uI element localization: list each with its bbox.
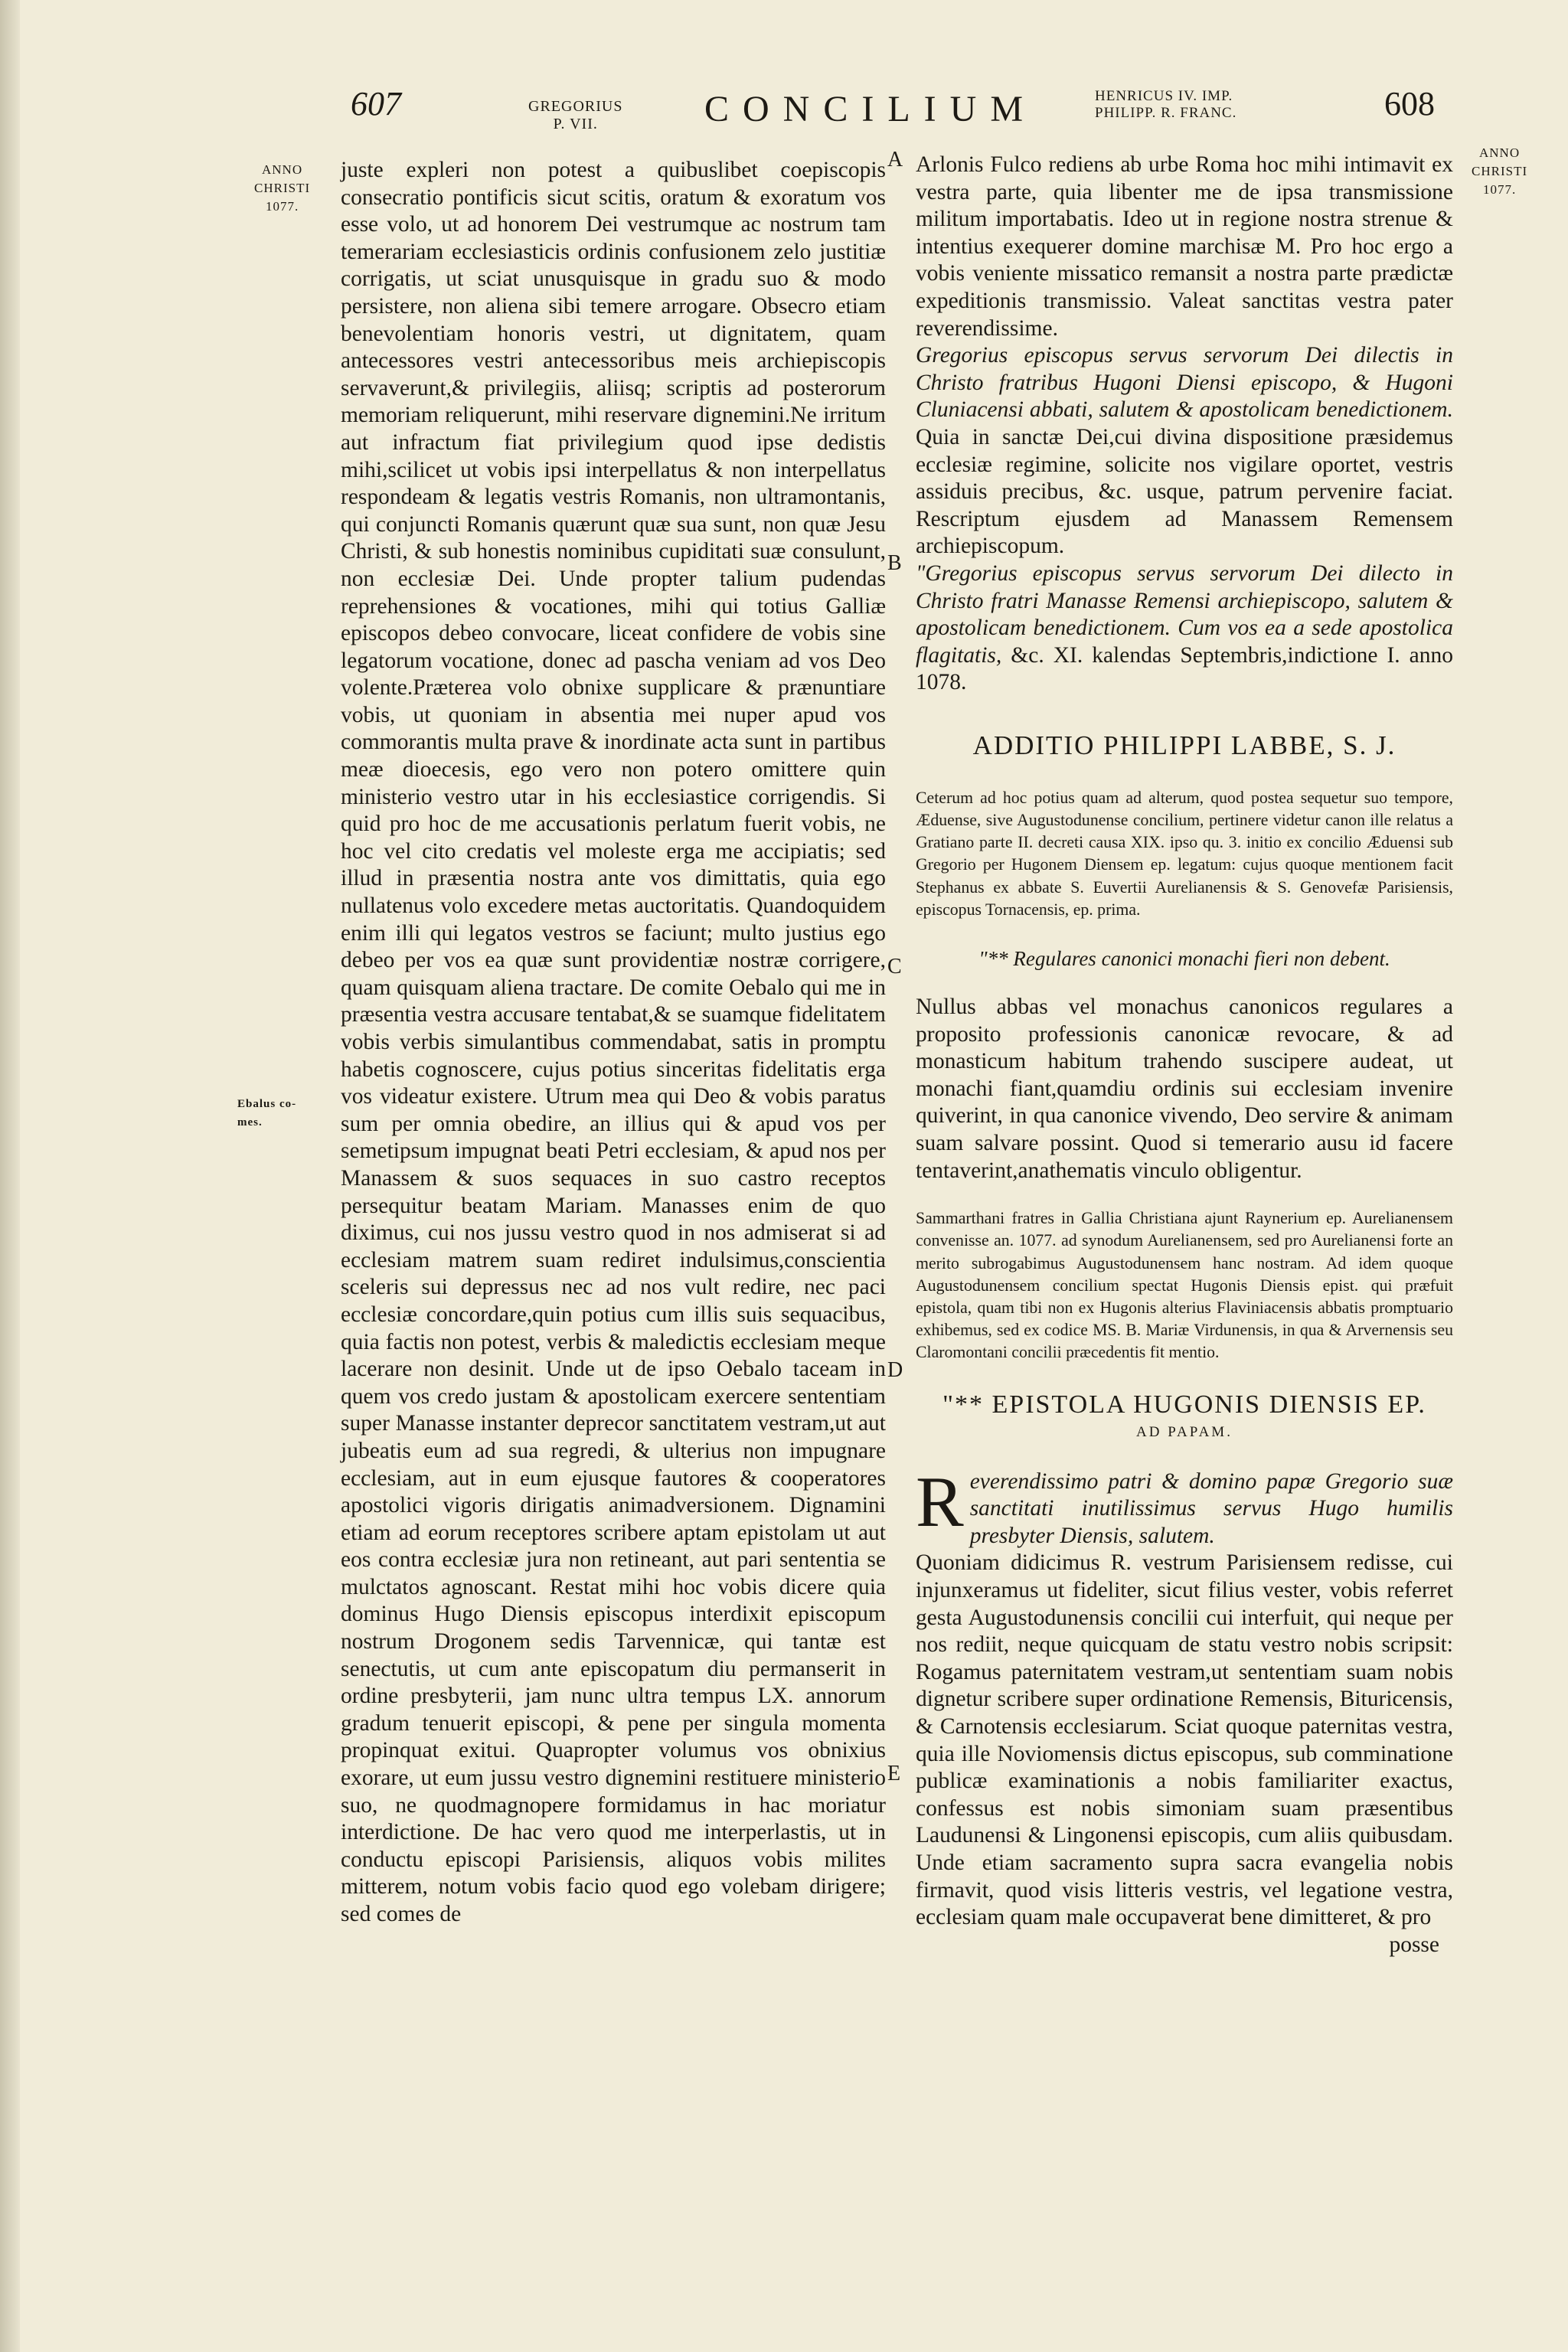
margin-christi: CHRISTI bbox=[254, 181, 311, 195]
running-head-left-line2: P. VII. bbox=[553, 116, 598, 132]
paragraph-gregorius-letter bbox=[916, 342, 1453, 560]
running-head-left bbox=[528, 98, 622, 133]
running-head-right-line2: PHILIPP. R. FRANC. bbox=[1095, 105, 1237, 121]
addition-text: Ceterum ad hoc potius quam ad alterum, quod postea sequetur suo tempore, Æduense, sive Augustodunense concilium, pertinere videtur canon ille relatus a Gratiano parte II. decreti causa XIX. ipso qu. 3. initio ex concilio Æduensi sub Gregorio per Hugonem Diensem ep. legatum: cujus quoque mentionem facit Stephanus ex abbate S. Euvertii Aurelianensis & S. Genovefæ Parisiensis, episcopus Tornacensis, ep. prima. bbox=[916, 788, 1453, 919]
page-edge bbox=[0, 0, 20, 2352]
epistola-subheading: AD PAPAM. bbox=[1136, 1423, 1233, 1440]
paragraph-arlonis: Arlonis Fulco rediens ab urbe Roma hoc mihi intimavit ex vestra parte, quia libenter me de ipsa transmissione militum importabatis. Ideo ut in regione nostra strenue & intentius exequerer domine marchisæ M. Pro hoc ergo a vobis veniente missatico remansit a nostra parte prædictæ expeditionis transmissio. Valeat sanctitas vestra pater reverendissime. bbox=[916, 152, 1453, 341]
epistola-body: Quoniam didicimus R. vestrum Parisiensem redisse, cui injunxeramus ut fideliter, sicut filius vester, vobis referret gesta Augustodunensis concilii cui interfuit, qui neque per nos rediit, neque quicquam de statu vestro nobis scripsit: Rogamus paternitatem vestram,ut sententiam suam nobis dignetur scribere super ordinatione Remensis, Bituricensis, & Carnotensis ecclesiarum. Sciat quoque paternitas vestra, quia ille Noviomensis dictus episcopus, sub comminatione publicæ examinationis a nobis familiariter exactus, confessus est nobis simoniam suam præsentibus Laudunensi & Lingonensi episcopis, cum aliis quibusdam. Unde etiam sacramento supra sacra evangelia nobis firmavit, quod visis litteris vestris, vel legatione vestra, ecclesiam quam male occupaverat bene dimitteret, & pro bbox=[916, 1550, 1453, 1930]
margin-note-line1: Ebalus co- bbox=[237, 1098, 297, 1110]
running-head-right bbox=[1095, 88, 1236, 122]
paragraph-rescriptum bbox=[916, 560, 1453, 697]
margin-year-left bbox=[254, 161, 310, 216]
epistola-heading: "** EPISTOLA HUGONIS DIENSIS EP. bbox=[942, 1390, 1426, 1419]
canon-text: Nullus abbas vel monachus canonicos regulares a proposito professionis canonicæ revocare, & ad monasticum habitum trahendo suscipere audeat, ut monachi fiant,quamdiu ordinis sui ecclesiam invenire quiverint, in qua canonice vivendo, Deo servire & animam suam salvare possint. Quod si temerario ausu id facere tentaverint,anathematis vinculo obligentur. bbox=[916, 995, 1453, 1183]
sammarthani-note: Sammarthani fratres in Gallia Christiana ajunt Raynerium ep. Aurelianensem convenisse an. 1077. ad synodum Aurelianensem, sed pro Aurelianensi forte an merito subrogabimus Augustodunensem hanc nostram. Ad idem quoque Augustodunensem concilium spectat Hugonis Diensis epist. qui præfuit epistola, quam tibi non ex Hugonis alterius Flaviniacensis abbatis promptuario exhibemus, sed ex codice MS. B. Mariæ Virdunensis, in qua & Arvernensis seu Claromontani concilii præcedentis fit mentio. bbox=[916, 1209, 1453, 1362]
running-head-right-line1: HENRICUS IV. IMP. bbox=[1095, 88, 1233, 104]
left-column-text: juste expleri non potest a quibuslibet coepiscopis consecratio pontificis sicut scitis, oratum & exoratum vos esse volo, ut ad honorem Dei vestrumque ac nostrum tam temerariam ecclesiasticis ordinis confusionem zelo justitiæ corrigatis, ut sciat unusquisque in gradu suo & modo persistere, non aliena sibi temere arrogare. Obsecro etiam benevolentiam honoris vestri, ut dignitatem, quam antecessores vestri antecessoribus meis archiepiscopis servaverunt,& privilegiis, aliisq; scriptis ad posterorum memoriam reliquerunt, mihi reservare dignemini.Ne irritum aut infractum fiat privilegium quod ipse dedistis mihi,scilicet ut vobis ipsi interpellatus & non interpellatus respondeam & legatis vestris Romanis, non ultramontanis, qui conjuncti Romanis quærunt quæ sua sunt, non quæ Jesu Christi, & sub honestis nominibus cupiditati suæ consulunt, non ecclesiæ Dei. Unde propter talium pudendas reprehensiones & vocationes, mihi qui totius Galliæ episcopos debeo convocare, liceat confidere de vobis sine legatorum vocatione, donec ad pascha veniam ad vos Deo volente.Præterea volo obnixe supplicare & prænuntiare vobis, ut quoniam in absentia mei nuper apud vos commorantis multa prave & inordinate acta sunt in partibus meæ dioecesis, ego vero non potero omittere quin ministerio vestro utar in his ecclesiastice corrigendis. Si quid pro hoc de me accusationis perlatum fuerit vobis, ne hoc vel cito credatis vel moleste erga me accipiatis; sed illud in præsentia nostra ante vos dimittatis, quia ego nullatenus volo excedere metas auctoritatis. Quandoquidem enim illi qui legatos vestros se faciunt; multo justius ego debeo per vos ea quæ sunt providentiæ nostræ corrigere, quam quisquam aliena tractare. De comite Oebalo qui me in præsentia vestra accusare tentabat,& se suamque fidelitatem vobis verbis simulantibus commendabat, satis in promptu habetis cognoscere, cujus potius sinceritas fidelitatis erga vos videatur existere. Utrum mea qui Deo & vobis paratus sum per omnia obedire, an illius qui & apud vos per semetipsum impugnat beati Petri ecclesiam, & apud nos per Manassem & suos sequaces in suo castro receptos persequitur beatam Mariam. Manasses enim de quo diximus, cui nos jussu vestro quod in nos admiserat si ad ecclesiam matrem suam rediret indulsimus,conscientia sceleris sui depressus nec ad nos vult redire, nec paci ecclesiæ concordare,quin potius cum illis suis sequacibus, quia factis non potest, verbis & maledictis ecclesiam meque lacerare non desinit. Unde ut de ipso Oebalo taceam in quem vos credo justam & apostolicam exercere sententiam super Manasse instanter deprecor sanctitatem vestram,ut aut jubeatis eum ad sua regredi, & ulterius non impugnare ecclesiam, aut in eum ejusque fautores & cooperatores apostolici vigoris dirigatis animadversionem. Dignamini etiam ad eorum receptores scribere aptam epistolam ut aut eos contra ecclesiæ jura non retineant, aut pari sententia se mulctatos agnoscant. Restat mihi hoc vobis dicere quia dominus Hugo Diensis episcopus interdixit episcopum nostrum Drogonem sedis Tarvennicæ, qui tantæ est senectutis, ut cum ante episcopatum diu permanserit in ordine presbyterii, jam nunc ultra tempus LX. annorum gradum tenuerit episcopi, & pene per singula momenta propinquat exitui. Quapropter volumus vos obnixius exorare, ut eum jussu vestro dignemini restituere ministerio suo, ne quodmagnopere formidamus in hac moriatur interdictione. De hac vero quod me interperlastis, ut in conductu episcopi Parisiensis, aliquos vobis milites mitterem, notum vobis facio quod ego volebam dirigere; sed comes de bbox=[341, 158, 886, 1926]
canon-heading: "** Regulares canonici monachi fieri non debent. bbox=[978, 947, 1390, 971]
running-title: CONCILIUM bbox=[704, 89, 1037, 129]
section-letter-e: E bbox=[887, 1762, 901, 1785]
margin-christi: CHRISTI bbox=[1472, 164, 1528, 178]
margin-note-ebalus bbox=[237, 1095, 296, 1132]
addition-heading: ADDITIO PHILIPPI LABBE, S. J. bbox=[972, 730, 1396, 760]
section-letter-c: C bbox=[887, 955, 902, 978]
running-head-left-line1: GREGORIUS bbox=[528, 98, 623, 115]
page-number-left: 607 bbox=[351, 85, 401, 122]
catchword: posse bbox=[1389, 1932, 1439, 1957]
right-column bbox=[916, 152, 1453, 1958]
margin-year: 1077. bbox=[265, 199, 299, 214]
salutation-italic: everendissimo patri & domino papæ Gregorio suæ sanctitati inutilissimus servus Hugo humilis presbyter Diensis, salutem. bbox=[969, 1468, 1453, 1548]
letter-date: &c. XI. kalendas Septembris,indictione I. anno 1078. bbox=[916, 642, 1453, 695]
section-letter-b: B bbox=[887, 551, 902, 575]
drop-cap: R bbox=[916, 1462, 964, 1542]
margin-anno: ANNO bbox=[262, 162, 303, 177]
section-letter-d: D bbox=[887, 1358, 903, 1382]
section-letter-a: A bbox=[887, 148, 903, 172]
margin-year-right bbox=[1472, 144, 1527, 199]
margin-note-line2: mes. bbox=[237, 1116, 263, 1129]
page-number-right: 608 bbox=[1384, 85, 1435, 122]
margin-year: 1077. bbox=[1482, 182, 1517, 197]
salutation-italic: Gregorius episcopus servus servorum Dei dilectis in Christo fratribus Hugoni Diensi episcopo, & Hugoni Cluniacensi abbati, salutem & apostolicam benedictionem. bbox=[916, 343, 1453, 423]
epistola-salutation bbox=[916, 1462, 1453, 1550]
margin-anno: ANNO bbox=[1479, 145, 1521, 160]
salutation-italic: "Gregorius episcopus servus servorum Dei dilecto in Christo fratri Manasse Remensi archiepiscopo, salutem & apostolicam benedictionem. Cum vos ea a sede apostolica flagitatis, bbox=[916, 560, 1453, 668]
letter-body: Quia in sanctæ Dei,cui divina dispositione præsidemus ecclesiæ regimine, solicite nos vigilare oportet, vestris assiduis precibus, &c. usque, patrum pervenire faciat. Rescriptum ejusdem ad Manassem Remensem archiepiscopum. bbox=[916, 424, 1453, 559]
